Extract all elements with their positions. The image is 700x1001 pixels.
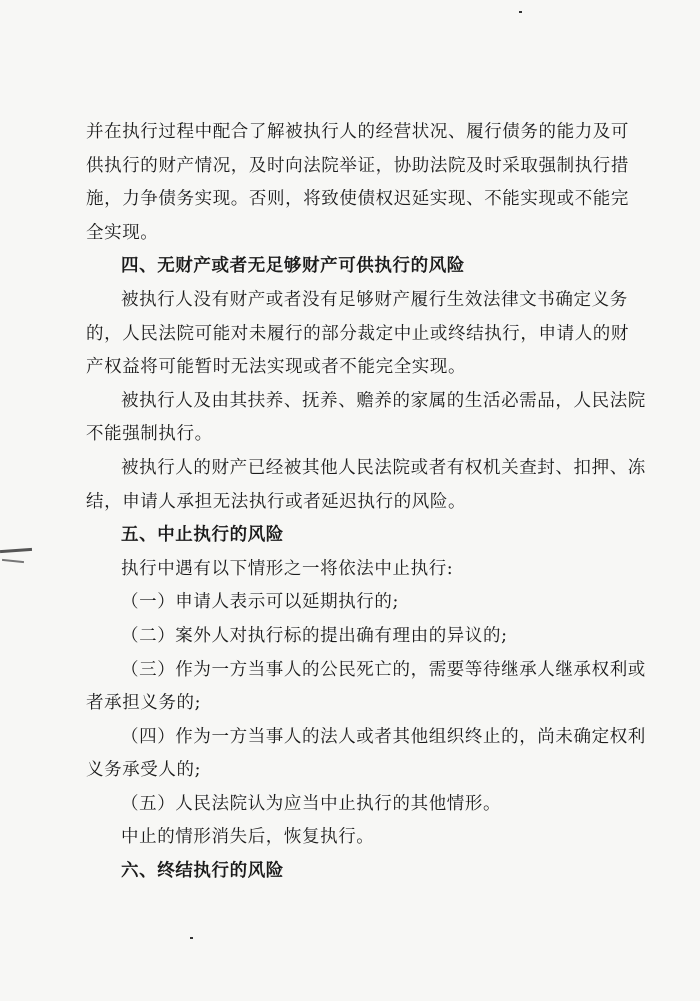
section-heading: 五、中止执行的风险 — [121, 525, 284, 546]
list-item: （三）作为一方当事人的公民死亡的，需要等待继承人继承权利或者承担义务的; — [86, 659, 646, 714]
paragraph: 被执行人没有财产或者没有足够财产履行生效法律文书确定义务的，人民法院可能对未履行的部分裁定中止或终结执行，申请人的财产权益将可能暂时无法实现或者不能完全实现。 — [86, 289, 629, 378]
scan-speck — [519, 11, 522, 13]
staple-mark — [0, 548, 32, 553]
paragraph: 执行中遇有以下情形之一将依法中止执行: — [121, 558, 454, 579]
paragraph: 被执行人及由其扶养、抚养、赡养的家属的生活必需品，人民法院不能强制执行。 — [86, 390, 646, 445]
list-item: （二）案外人对执行标的提出确有理由的异议的; — [121, 625, 508, 646]
paragraph: 并在执行过程中配合了解被执行人的经营状况、履行债务的能力及可供执行的财产情况，及时向法院举证，协助法院及时采取强制执行措施，力争债务实现。否则，将致使债权迟延实现、不能实现或不能完全实现。 — [86, 122, 629, 243]
scan-speck — [190, 937, 193, 939]
list-item: （一）申请人表示可以延期执行的; — [121, 592, 399, 613]
list-item: （五）人民法院认为应当中止执行的其他情形。 — [121, 793, 502, 814]
list-item: （四）作为一方当事人的法人或者其他组织终止的，尚未确定权利义务承受人的; — [86, 726, 646, 781]
staple-mark — [2, 559, 24, 563]
section-heading: 六、终结执行的风险 — [121, 861, 284, 882]
paragraph: 被执行人的财产已经被其他人民法院或者有权机关查封、扣押、冻结，申请人承担无法执行或者延迟执行的风险。 — [86, 457, 646, 512]
section-heading: 四、无财产或者无足够财产可供执行的风险 — [121, 256, 465, 277]
paragraph: 中止的情形消失后，恢复执行。 — [121, 827, 375, 848]
document-body — [86, 116, 646, 889]
